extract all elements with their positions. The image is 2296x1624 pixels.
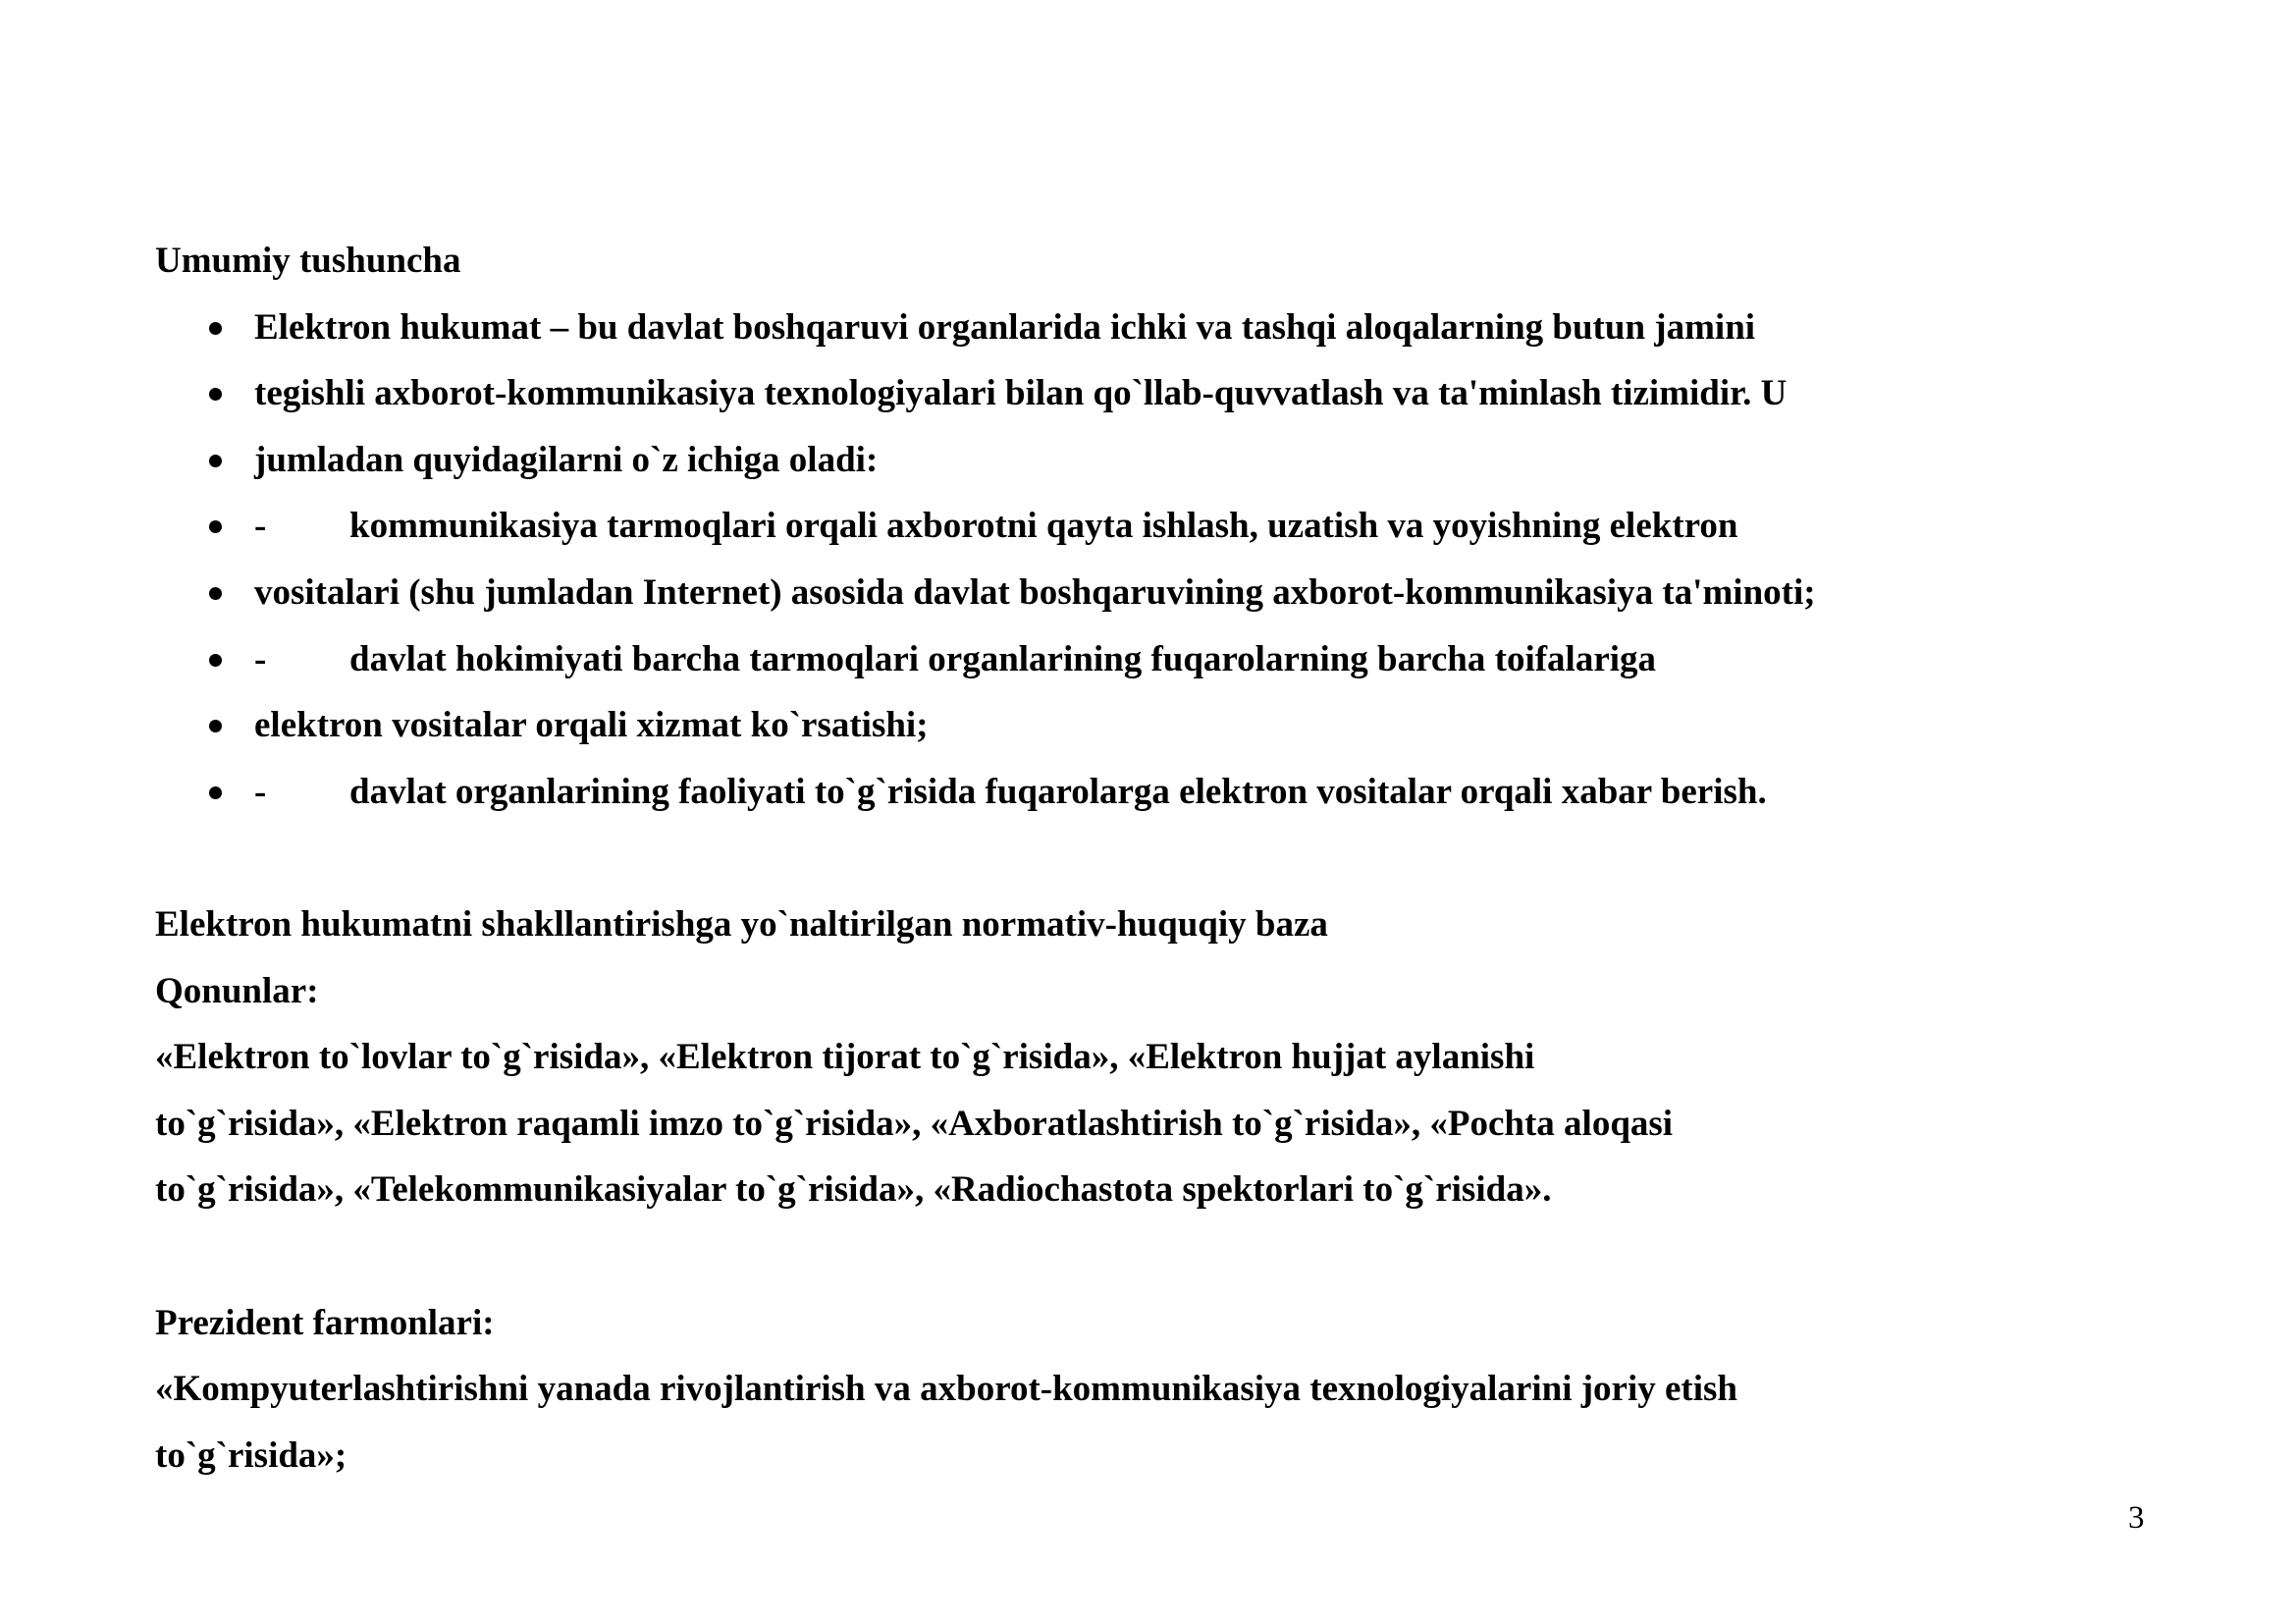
bullet-list bbox=[155, 295, 2158, 826]
bullet-dash: - bbox=[254, 771, 267, 812]
section-heading: Umumiy tushuncha bbox=[155, 241, 461, 281]
bullet-text: tegishli axborot-kommunikasiya texnologiyalari bilan qo`llab-quvvatlash va ta'minlash tizimidir. U bbox=[254, 373, 1788, 414]
bullet-text: vositalari (shu jumladan Internet) asosida davlat boshqaruvining axborot-kommunikasiya ta'minoti; bbox=[254, 571, 1816, 613]
bullet-item bbox=[155, 493, 2158, 560]
bullet-item bbox=[155, 626, 2158, 693]
bullet-dash: - bbox=[254, 638, 267, 679]
law-line: «Elektron to`lovlar to`g`risida», «Elektron tijorat to`g`risida», «Elektron hujjat aylanishi bbox=[155, 1037, 1535, 1078]
law-line: to`g`risida», «Elektron raqamli imzo to`g`risida», «Axboratlashtirish to`g`risida», «Pochta aloqasi bbox=[155, 1103, 1674, 1144]
bullet-text: davlat hokimiyati barcha tarmoqlari organlarining fuqarolarning barcha toifalariga bbox=[349, 638, 1657, 679]
bullet-text: Elektron hukumat – bu davlat boshqaruvi organlarida ichki va tashqi aloqalarning butun jamini bbox=[254, 306, 1756, 348]
section-heading: Elektron hukumatni shakllantirishga yo`naltirilgan normativ-huquqiy baza bbox=[155, 903, 1328, 945]
bullet-text: kommunikasiya tarmoqlari orqali axborotni qayta ishlash, uzatish va yoyishning elektron bbox=[349, 506, 1738, 547]
bullet-text: davlat organlarining faoliyati to`g`risida fuqarolarga elektron vositalar orqali xabar berish. bbox=[349, 771, 1767, 812]
decree-line: to`g`risida»; bbox=[155, 1435, 347, 1476]
bullet-text: elektron vositalar orqali xizmat ko`rsatishi; bbox=[254, 705, 929, 746]
page-content bbox=[155, 228, 2158, 1489]
bullet-dot-icon bbox=[209, 322, 222, 335]
page-number: 3 bbox=[2128, 1500, 2145, 1536]
bullet-item bbox=[155, 560, 2158, 626]
bullet-item bbox=[155, 295, 2158, 361]
decrees-label: Prezident farmonlari: bbox=[155, 1302, 495, 1343]
bullet-dot-icon bbox=[209, 654, 222, 667]
blank-line bbox=[155, 1223, 2158, 1290]
bullet-dot-icon bbox=[209, 786, 222, 799]
bullet-dot-icon bbox=[209, 720, 222, 732]
bullet-item bbox=[155, 360, 2158, 427]
bullet-dot-icon bbox=[209, 455, 222, 467]
decree-line: «Kompyuterlashtirishni yanada rivojlantirish va axborot-kommunikasiya texnologiyalarini joriy etish bbox=[155, 1369, 1738, 1410]
bullet-dot-icon bbox=[209, 520, 222, 533]
bullet-dot-icon bbox=[209, 587, 222, 600]
bullet-item bbox=[155, 427, 2158, 494]
laws-label: Qonunlar: bbox=[155, 970, 319, 1011]
bullet-dash: - bbox=[254, 506, 267, 547]
bullet-item bbox=[155, 759, 2158, 826]
law-line: to`g`risida», «Telekommunikasiyalar to`g`risida», «Radiochastota spektorlari to`g`risida». bbox=[155, 1169, 1552, 1211]
bullet-dot-icon bbox=[209, 388, 222, 401]
blank-line bbox=[155, 825, 2158, 892]
bullet-text: jumladan quyidagilarni o`z ichiga oladi: bbox=[254, 439, 879, 480]
bullet-item bbox=[155, 692, 2158, 759]
